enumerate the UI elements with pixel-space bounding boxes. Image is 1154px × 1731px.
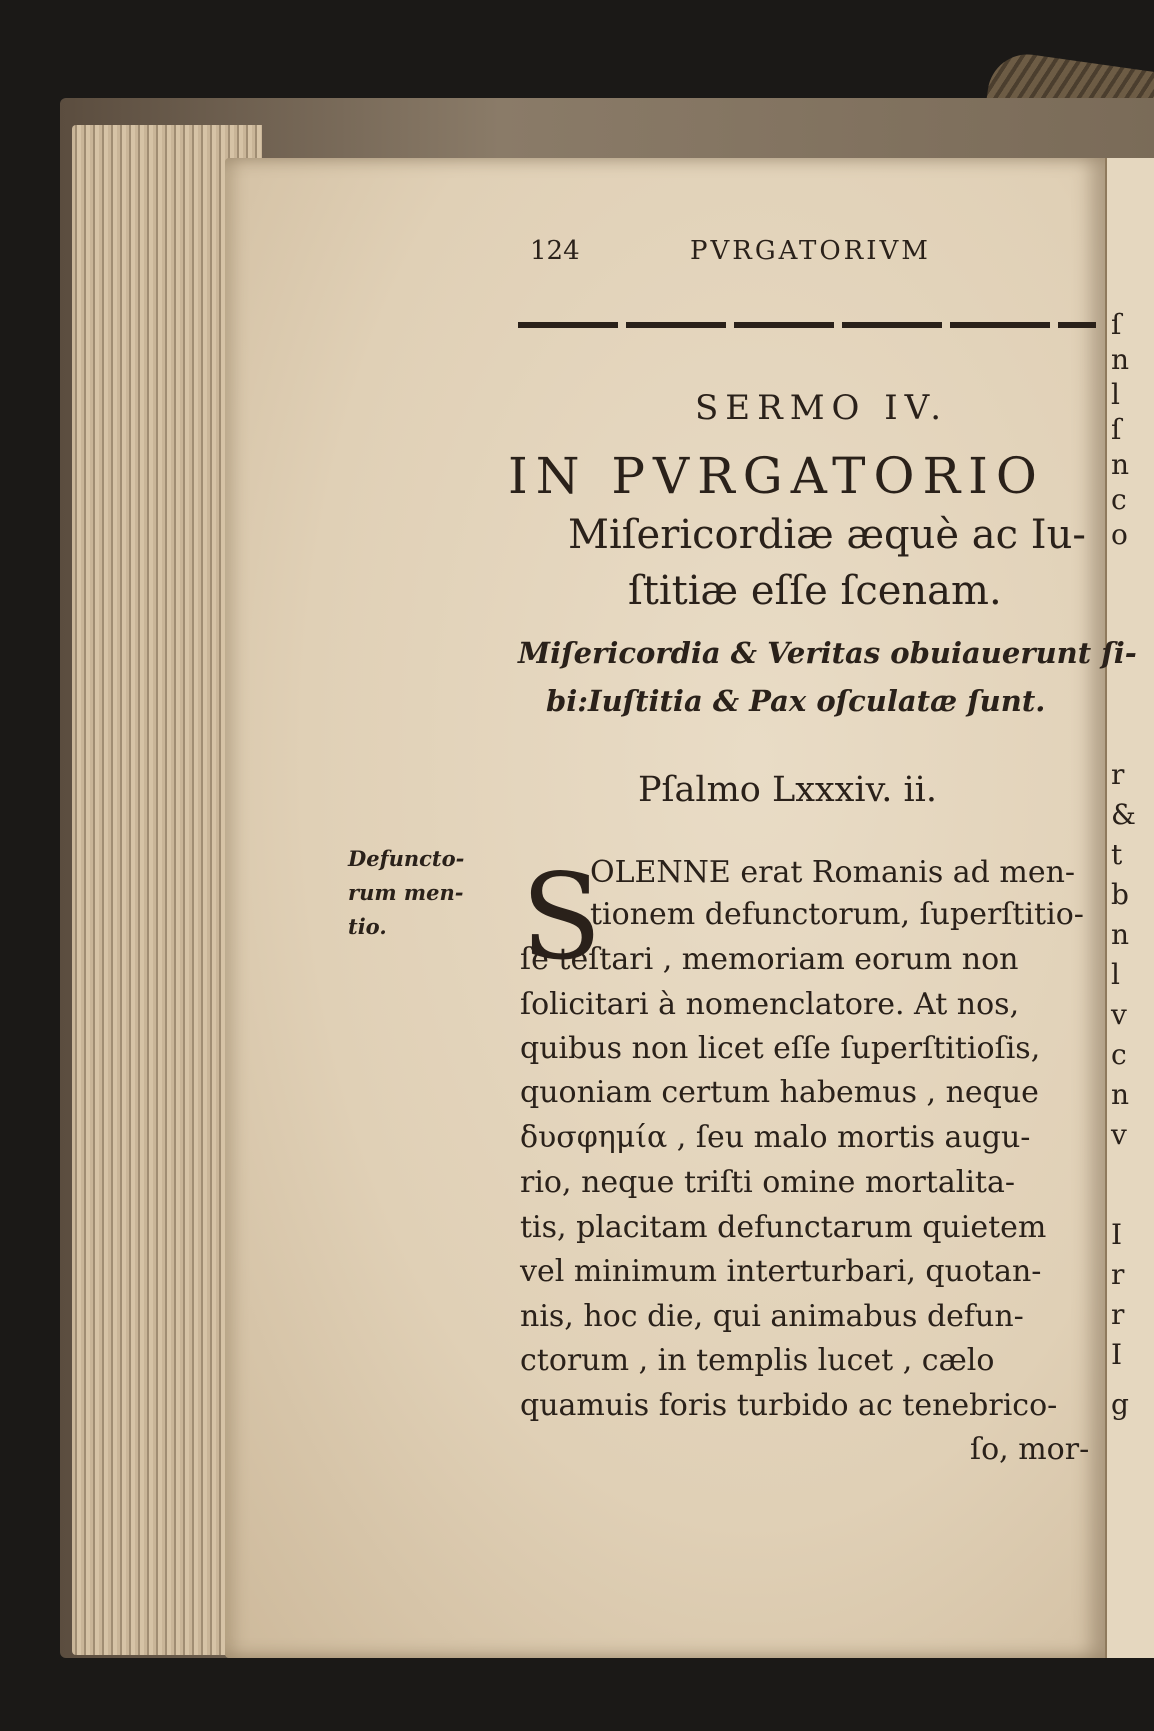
sermon-title: IN PVRGATORIO [508, 447, 1045, 505]
right-page-fragment: o [1111, 518, 1128, 551]
body-line: quoniam certum habemus , neque [520, 1075, 1039, 1110]
right-page-fragment: r [1111, 1298, 1125, 1331]
body-line: OLENNE erat Romanis ad men- [590, 855, 1076, 890]
header-rule [518, 322, 1096, 328]
right-page [1105, 158, 1154, 1658]
sermon-number: SERMO IV. [695, 388, 949, 428]
page-number: 124 [530, 236, 580, 266]
subtitle-line-2: ſtitiæ eſſe ſcenam. [628, 568, 1002, 614]
body-line: ſè teſtari , memoriam eorum non [520, 942, 1019, 977]
body-line: quibus non licet eſſe ſuperſtitioſis, [520, 1031, 1041, 1066]
right-page-fragment: n [1111, 1078, 1130, 1111]
right-page-fragment: v [1111, 1118, 1127, 1151]
right-page-fragment: n [1111, 448, 1130, 481]
drop-cap: S [521, 848, 602, 986]
margin-note-line: tio. [348, 914, 387, 939]
right-page-fragment: c [1111, 1038, 1127, 1071]
body-line: δυσφημία , ſeu malo mortis augu- [520, 1120, 1031, 1155]
right-page-fragment: c [1111, 483, 1127, 516]
right-page-fragment: v [1111, 998, 1127, 1031]
margin-note-line: Defuncto- [348, 846, 465, 871]
body-line: vel minimum interturbari, quotan- [520, 1254, 1042, 1289]
right-page-fragment: I [1111, 1218, 1123, 1251]
right-page-fragment: n [1111, 343, 1130, 376]
body-line: rio, neque triſti omine mortalita- [520, 1165, 1016, 1200]
right-page-fragment: ſ [1111, 308, 1122, 341]
right-page-fragment: b [1111, 878, 1129, 911]
right-page-fragment: l [1111, 378, 1120, 411]
body-line: ſolicitari à nomenclatore. At nos, [520, 987, 1020, 1022]
right-page-fragment: g [1111, 1388, 1129, 1421]
body-line: tionem defunctorum, ſuperſtitio- [590, 897, 1084, 932]
body-line: tis, placitam defunctarum quietem [520, 1210, 1047, 1245]
body-line: nis, hoc die, qui animabus defun- [520, 1299, 1024, 1334]
epigraph-line-2: bi:Iuſtitia & Pax oſculatæ ſunt. [546, 684, 1046, 718]
epigraph-line-1: Miſericordia & Veritas obuiauerunt ſi- [518, 636, 1137, 670]
body-line: ctorum , in templis lucet , cælo [520, 1343, 995, 1378]
right-page-fragment: I [1111, 1338, 1123, 1371]
epigraph-citation: Pſalmo Lxxxiv. ii. [638, 770, 937, 810]
right-page-fragment: n [1111, 918, 1130, 951]
body-line: ſo, mor- [970, 1432, 1090, 1467]
body-line: quamuis foris turbido ac tenebrico- [520, 1388, 1058, 1423]
right-page-fragment: r [1111, 1258, 1125, 1291]
subtitle-line-1: Miſericordiæ æquè ac Iu- [568, 512, 1086, 558]
right-page-fragment: ſ [1111, 413, 1122, 446]
right-page-fragment: r [1111, 758, 1125, 791]
running-head: PVRGATORIVM [690, 236, 931, 266]
right-page-fragment: l [1111, 958, 1120, 991]
margin-note-line: rum men- [348, 880, 464, 905]
right-page-fragment: & [1111, 798, 1136, 831]
right-page-fragment: t [1111, 838, 1123, 871]
